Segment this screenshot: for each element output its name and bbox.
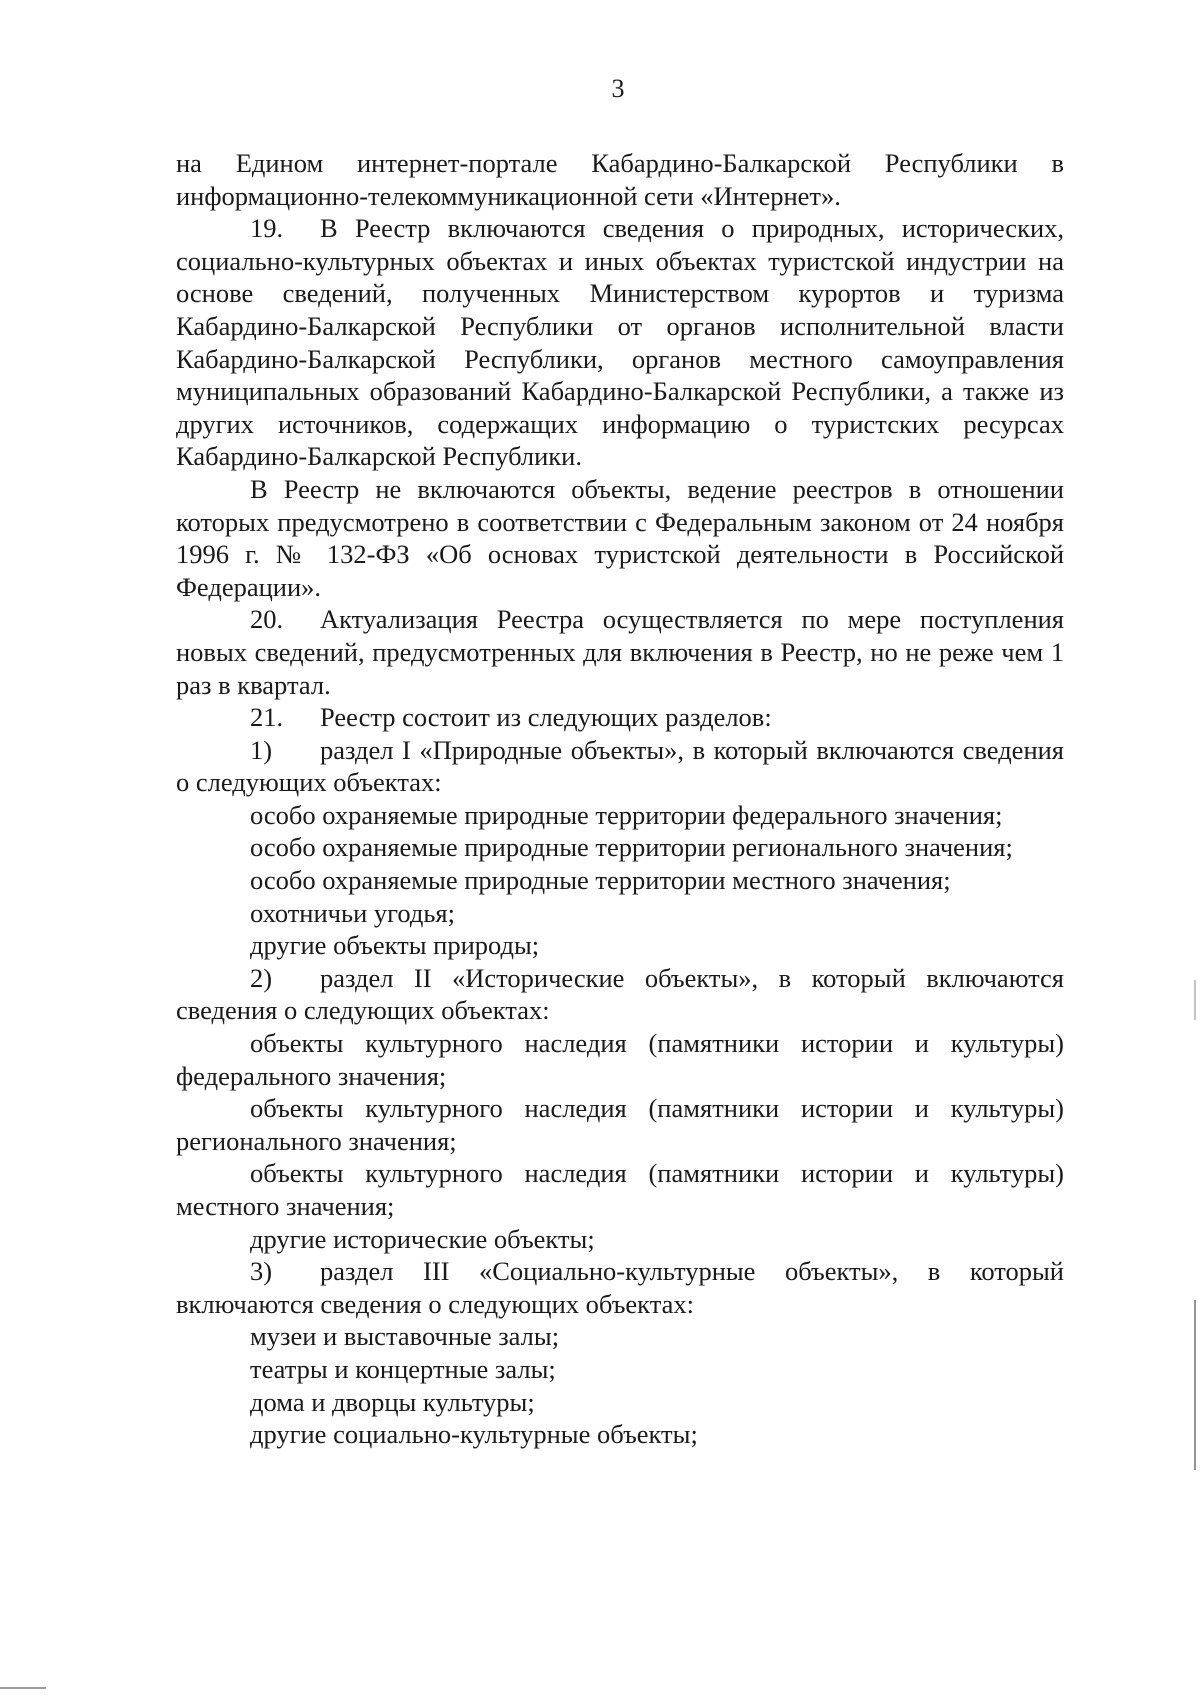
list-item-text: театры и концертные залы;: [250, 1353, 556, 1384]
paragraph-text: Актуализация Реестра осуществляется по мере поступления новых сведений, предусмотренных для включения в Реестр, но не реже чем 1 раз в квартал.: [176, 604, 1064, 700]
list-item: [176, 1092, 1064, 1157]
scan-edge-mark: [1194, 1300, 1196, 1470]
document-body: [176, 147, 1064, 1451]
section-text: раздел III «Социально-культурные объекты», в который включаются сведения о следующих объектах:: [176, 1256, 1064, 1319]
list-item-text: другие социально-культурные объекты;: [250, 1419, 698, 1450]
section-2-heading: [176, 962, 1064, 1027]
list-item-text: охотничьи угодья;: [250, 897, 455, 928]
list-item: [176, 831, 1064, 864]
page-number: 3: [611, 74, 625, 103]
section-1-heading: [176, 734, 1064, 799]
paragraph-text: Реестр состоит из следующих разделов:: [320, 702, 772, 733]
section-number: 1): [250, 734, 273, 765]
paragraph-19-exclusion: [176, 473, 1064, 603]
list-item-text: другие исторические объекты;: [250, 1223, 595, 1254]
paragraph-21: [176, 701, 1064, 734]
paragraph-19: [176, 212, 1064, 473]
list-item-text: дома и дворцы культуры;: [250, 1386, 535, 1417]
list-item: [176, 799, 1064, 832]
list-item-text: особо охраняемые природные территории регионального значения;: [250, 832, 1013, 863]
list-item: [176, 1418, 1064, 1451]
list-item-text: объекты культурного наследия (памятники истории и культуры) регионального значения;: [176, 1093, 1064, 1156]
paragraph-number: 21.: [250, 702, 284, 733]
list-item-text: особо охраняемые природные территории местного значения;: [250, 865, 951, 896]
list-item-text: другие объекты природы;: [250, 930, 540, 961]
paragraph-text: В Реестр включаются сведения о природных, исторических, социально-культурных объектах и иных объектах туристской индустрии на основе сведений, полученных Министерством курортов и туризма Кабардино-Балкарской Республики от органов исполнительной власти Кабардино-Балкарской Республики, органов местного самоуправления муниципальных образований Кабардино-Балкарской Республики, а также из других источников, содержащих информацию о туристских ресурсах Кабардино-Балкарской Республики.: [176, 213, 1064, 472]
list-item: [176, 1320, 1064, 1353]
scan-edge-mark: [0, 1687, 46, 1689]
scan-edge-mark: [1194, 980, 1196, 1020]
list-item: [176, 1353, 1064, 1386]
paragraph-continuation: [176, 147, 1064, 212]
paragraph-number: 20.: [250, 604, 284, 635]
list-item: [176, 864, 1064, 897]
list-item: [176, 929, 1064, 962]
section-3-heading: [176, 1255, 1064, 1320]
list-item-text: музеи и выставочные залы;: [250, 1321, 560, 1352]
list-item: [176, 1223, 1064, 1256]
paragraph-number: 19.: [250, 213, 284, 244]
section-number: 2): [250, 962, 273, 993]
list-item-text: особо охраняемые природные территории федерального значения;: [250, 799, 1003, 830]
list-item: [176, 1386, 1064, 1419]
section-text: раздел II «Исторические объекты», в который включаются сведения о следующих объектах:: [176, 962, 1064, 1026]
paragraph-text: на Едином интернет-портале Кабардино-Балкарской Республики в информационно-телекоммуникационной сети «Интернет».: [176, 148, 1064, 211]
list-item: [176, 1027, 1064, 1092]
list-item: [176, 897, 1064, 930]
list-item-text: объекты культурного наследия (памятники истории и культуры) местного значения;: [176, 1158, 1064, 1221]
section-text: раздел I «Природные объекты», в который включаются сведения о следующих объектах:: [176, 734, 1064, 798]
list-item-text: объекты культурного наследия (памятники истории и культуры) федерального значения;: [176, 1028, 1064, 1091]
paragraph-text: В Реестр не включаются объекты, ведение реестров в отношении которых предусмотрено в соответствии с Федеральным законом от 24 ноября 1996 г. № 132-ФЗ «Об основах туристской деятельности в Российской Федерации».: [176, 473, 1064, 602]
paragraph-20: [176, 603, 1064, 701]
list-item: [176, 1157, 1064, 1222]
section-number: 3): [250, 1256, 273, 1287]
